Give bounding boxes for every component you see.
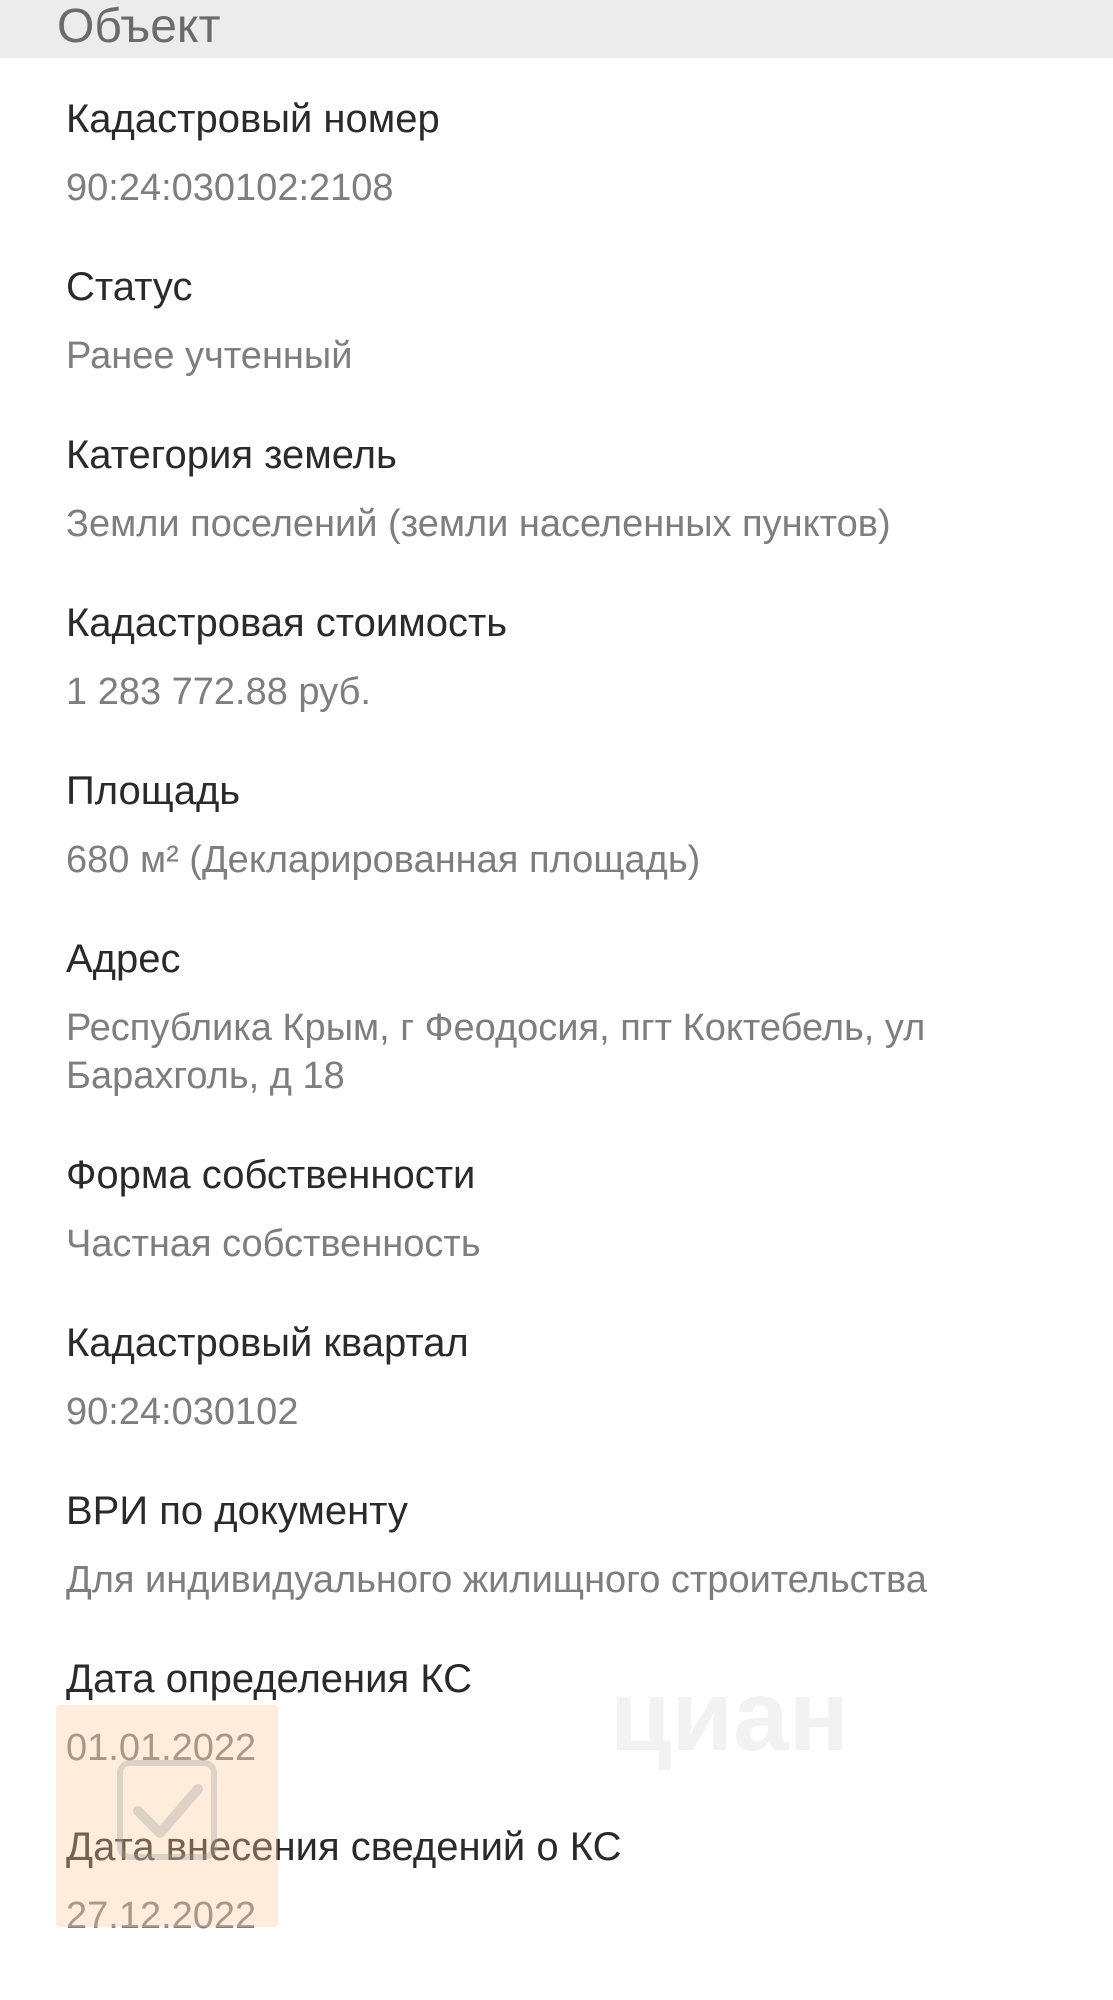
field-value: Для индивидуального жилищного строительства: [66, 1559, 927, 1601]
field-label: Кадастровая стоимость: [66, 601, 508, 645]
watermark-badge: [56, 1705, 278, 1927]
field-label: Дата определения КС: [66, 1657, 472, 1701]
field-cadastral-number: [66, 96, 1066, 212]
field-value: 01.01.2022: [66, 1727, 257, 1769]
field-value: 90:24:030102:2108: [66, 167, 394, 209]
field-label: Дата внесения сведений о КС: [66, 1825, 622, 1869]
field-address: [66, 936, 1066, 1100]
field-value: 90:24:030102: [66, 1391, 299, 1433]
field-status: [66, 264, 1066, 380]
watermark-text: циан: [610, 1660, 849, 1770]
field-label: Статус: [66, 265, 193, 309]
section-header: [0, 0, 1113, 58]
field-cadastral-value: [66, 600, 1066, 716]
field-label: Кадастровый номер: [66, 97, 440, 141]
field-value: Республика Крым, г Феодосия, пгт Коктебель, ул Барахголь, д 18: [66, 1007, 926, 1097]
field-label: Кадастровый квартал: [66, 1321, 469, 1365]
field-label: Адрес: [66, 937, 181, 981]
field-value: 1 283 772.88 руб.: [66, 671, 371, 713]
field-land-category: [66, 432, 1066, 548]
section-title: Объект: [57, 0, 221, 53]
field-label: ВРИ по документу: [66, 1489, 408, 1533]
field-value: Частная собственность: [66, 1223, 481, 1265]
watermark-logo: [590, 1660, 1010, 1770]
field-value: Земли поселений (земли населенных пунктов): [66, 503, 891, 545]
field-value: 27.12.2022: [66, 1895, 257, 1937]
check-badge-icon: [112, 1755, 222, 1865]
field-ownership-form: [66, 1152, 1066, 1268]
field-cadastral-quarter: [66, 1320, 1066, 1436]
field-value: Ранее учтенный: [66, 335, 353, 377]
field-value: 680 м² (Декларированная площадь): [66, 839, 701, 881]
field-label: Категория земель: [66, 433, 397, 477]
field-area: [66, 768, 1066, 884]
field-permitted-use: [66, 1488, 1066, 1604]
field-label: Форма собственности: [66, 1153, 476, 1197]
field-label: Площадь: [66, 769, 241, 813]
